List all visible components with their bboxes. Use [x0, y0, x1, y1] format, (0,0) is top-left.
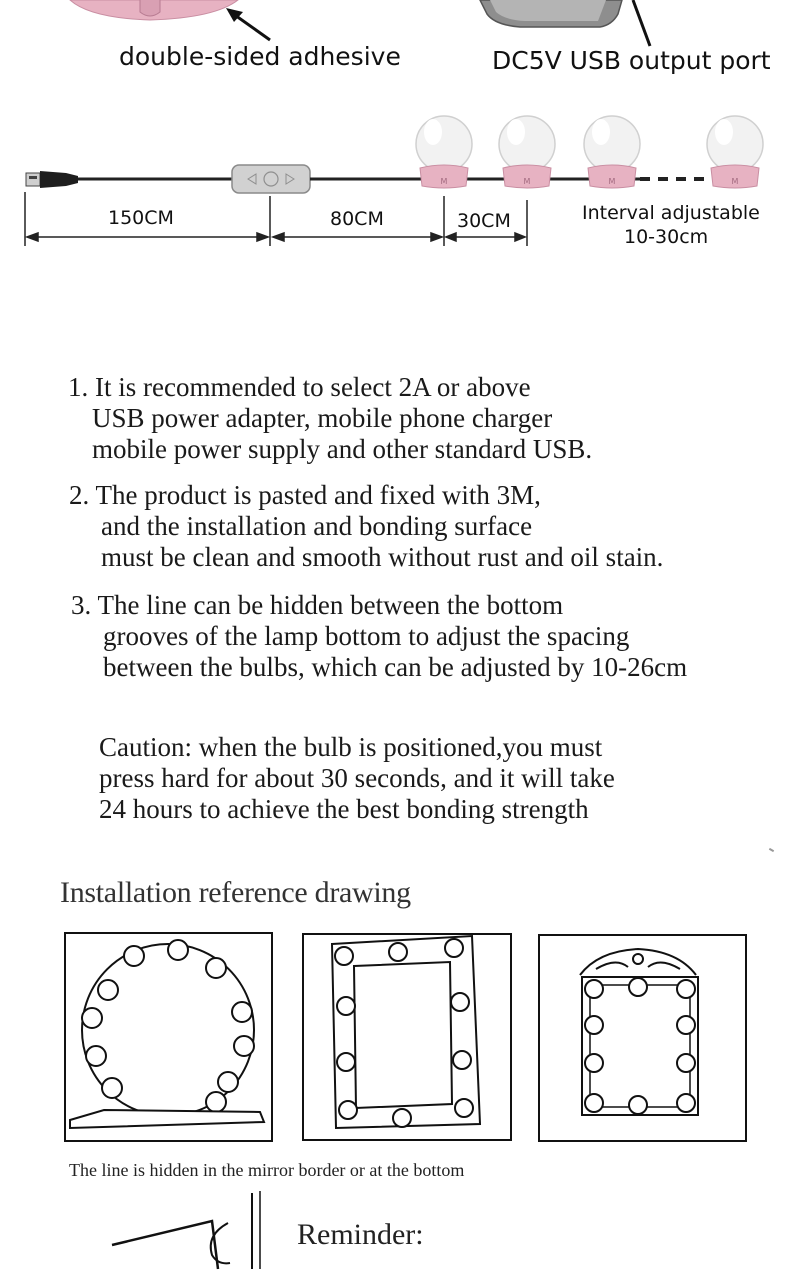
bulb-3	[584, 116, 640, 188]
usb-plug-icon	[26, 171, 78, 188]
caution-line-1: Caution: when the bulb is positioned,you must	[99, 732, 603, 762]
note-2-line-1: 2. The product is pasted and fixed with 3M,	[69, 480, 541, 510]
installation-caption: The line is hidden in the mirror border or at the bottom	[69, 1160, 465, 1180]
interval-range-label: 10-30cm	[624, 226, 709, 248]
note-2-line-2: and the installation and bonding surface	[101, 511, 533, 541]
dimension-label-150cm: 150CM	[108, 207, 174, 229]
caution-block	[99, 732, 615, 825]
switch-controller	[232, 165, 310, 193]
dimension-arrows	[27, 233, 525, 241]
note-3-line-1: 3. The line can be hidden between the bottom	[71, 590, 564, 620]
note-2-line-3: must be clean and smooth without rust and oil stain.	[101, 542, 664, 572]
caution-line-3: 24 hours to achieve the best bonding strength	[99, 794, 589, 824]
bulb-1	[416, 116, 472, 188]
stray-mark	[769, 848, 774, 852]
note-1-line-1: 1. It is recommended to select 2A or above	[68, 372, 531, 402]
svg-text:M: M	[608, 177, 616, 186]
note-1-line-2: USB power adapter, mobile phone charger	[92, 403, 553, 433]
round-mirror-sketch	[64, 932, 276, 1144]
note-2	[69, 480, 663, 573]
adhesive-label: double-sided adhesive	[119, 42, 401, 71]
note-1-line-3: mobile power supply and other standard USB.	[92, 434, 593, 464]
usb-port-label: DC5V USB output port	[492, 46, 771, 75]
svg-text:M: M	[523, 177, 531, 186]
bulb-2	[499, 116, 555, 188]
note-3-line-3: between the bulbs, which can be adjusted by 10-26cm	[103, 652, 688, 682]
caution-line-2: press hard for about 30 seconds, and it will take	[99, 763, 615, 793]
bulb-4	[707, 116, 763, 188]
svg-text:M: M	[731, 177, 739, 186]
reminder-sketch	[100, 1185, 300, 1275]
svg-text:M: M	[440, 177, 448, 186]
ornate-mirror-sketch	[538, 933, 752, 1147]
dimension-label-80cm: 80CM	[330, 208, 384, 230]
note-3-line-2: grooves of the lamp bottom to adjust the spacing	[103, 621, 630, 651]
interval-adjustable-label: Interval adjustable	[582, 202, 760, 224]
dimension-label-30cm: 30CM	[457, 210, 511, 232]
installation-title: Installation reference drawing	[60, 876, 411, 909]
rectangular-mirror-sketch	[302, 932, 514, 1144]
note-1	[68, 372, 592, 465]
reminder-label: Reminder:	[297, 1218, 424, 1251]
note-3	[71, 590, 687, 683]
